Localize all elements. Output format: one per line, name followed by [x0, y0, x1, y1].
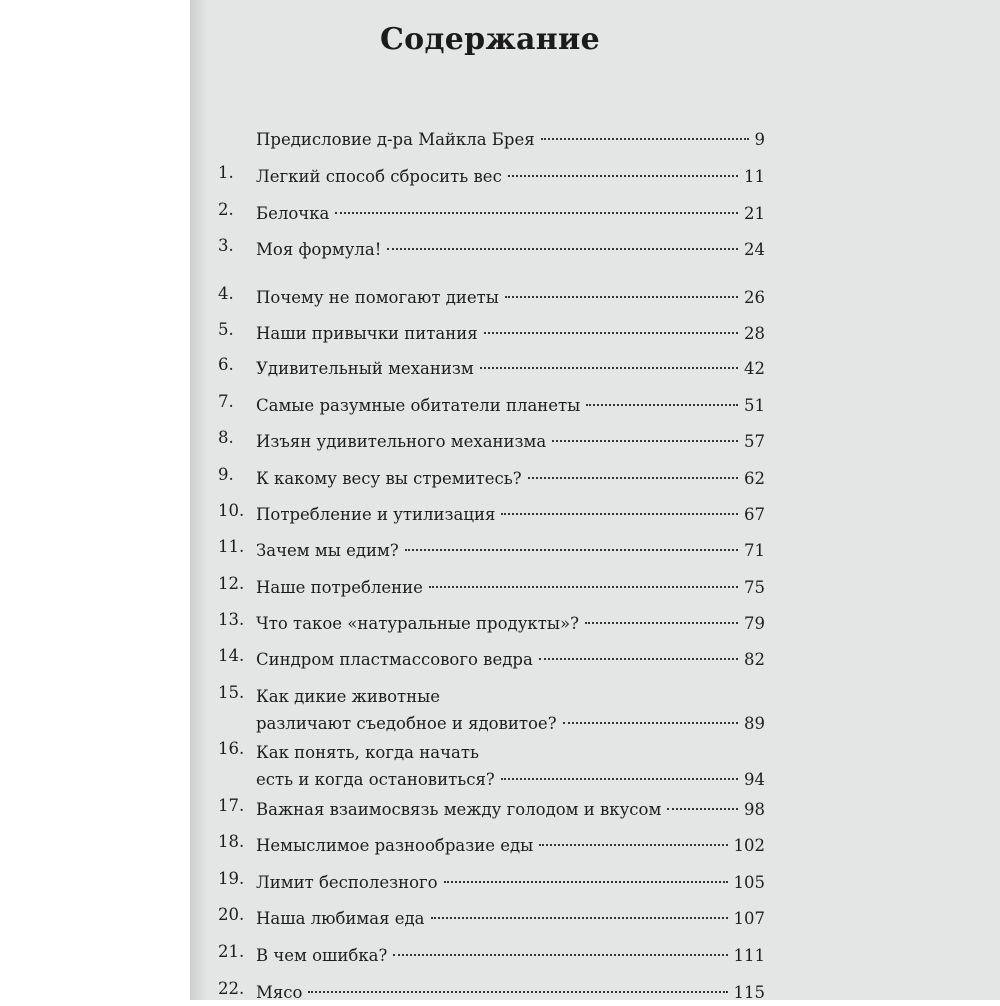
toc-entry-number: 9. — [218, 465, 234, 484]
toc-entry-number: 6. — [218, 355, 234, 374]
toc-entry-number: 22. — [218, 979, 245, 998]
dot-leader — [405, 549, 738, 551]
toc-entry-title: Легкий способ сбросить вес — [256, 167, 502, 186]
dot-leader — [541, 138, 749, 140]
toc-entry — [218, 465, 765, 492]
toc-entry-title: Важная взаимосвязь между голодом и вкусом — [256, 800, 662, 819]
toc-entry — [218, 683, 765, 737]
toc-entry-title: Удивительный механизм — [256, 359, 474, 378]
toc-entry-number: 3. — [218, 236, 234, 255]
toc-entry — [218, 646, 765, 673]
toc-entry-title: Лимит бесполезного — [256, 873, 438, 892]
toc-entry-number: 15. — [218, 683, 245, 702]
toc-entry-page: 89 — [744, 714, 765, 733]
toc-entry-number: 18. — [218, 832, 245, 851]
toc-entry — [218, 574, 765, 601]
dot-leader — [444, 881, 728, 883]
toc-entry-number: 11. — [218, 537, 245, 556]
toc-entry — [218, 428, 765, 455]
toc-entry-title: Наши привычки питания — [256, 324, 478, 343]
toc-entry-title: Моя формула! — [256, 240, 382, 259]
toc-entry-number: 14. — [218, 646, 245, 665]
toc-entry-page: 26 — [744, 288, 765, 307]
toc-entry — [218, 126, 765, 153]
toc-entry-page: 28 — [744, 324, 765, 343]
toc-entry-title: Что такое «натуральные продукты»? — [256, 614, 579, 633]
toc-entry-number: 2. — [218, 200, 234, 219]
toc-entry-number: 16. — [218, 739, 245, 758]
page-title: Содержание — [380, 22, 600, 57]
toc-entry-page: 111 — [733, 946, 765, 965]
dot-leader — [552, 440, 738, 442]
dot-leader — [667, 808, 738, 810]
dot-leader — [429, 586, 738, 588]
toc-entry-page: 62 — [744, 469, 765, 488]
toc-entry — [218, 355, 765, 382]
toc-entry-title: Изъян удивительного механизма — [256, 432, 547, 451]
dot-leader — [484, 332, 738, 334]
toc-entry — [218, 942, 765, 969]
toc-entry-page: 107 — [733, 909, 765, 928]
dot-leader — [387, 248, 738, 250]
toc-entry — [218, 905, 765, 932]
toc-entry-page: 79 — [744, 614, 765, 633]
toc-entry-title-continued: есть и когда остановиться? — [256, 770, 495, 789]
dot-leader — [505, 296, 738, 298]
toc-entry-number: 20. — [218, 905, 245, 924]
toc-entry — [218, 163, 765, 190]
toc-entry-page: 82 — [744, 650, 765, 669]
toc-entry-number: 17. — [218, 796, 245, 815]
toc-entry — [218, 236, 765, 263]
dot-leader — [431, 917, 728, 919]
dot-leader — [586, 404, 738, 406]
toc-entry-title-continued: различают съедобное и ядовитое? — [256, 714, 557, 733]
dot-leader — [501, 778, 738, 780]
dot-leader — [563, 722, 738, 724]
toc-entry-page: 11 — [744, 167, 765, 186]
toc-entry-title: Мясо — [256, 983, 303, 1002]
toc-entry — [218, 610, 765, 637]
toc-entry-page: 24 — [744, 240, 765, 259]
toc-entry-page: 105 — [733, 873, 765, 892]
toc-entry-page: 75 — [744, 578, 765, 597]
dot-leader — [335, 212, 738, 214]
toc-entry-title: Как дикие животные — [256, 687, 441, 706]
toc-entry-title: Предисловие д-ра Майкла Брея — [256, 130, 535, 149]
toc-entry-number: 13. — [218, 610, 245, 629]
toc-entry — [218, 392, 765, 419]
dot-leader — [501, 513, 738, 515]
dot-leader — [585, 622, 738, 624]
toc-entry — [218, 979, 765, 1006]
dot-leader — [539, 844, 727, 846]
toc-entry-page: 51 — [744, 396, 765, 415]
toc-entry-number: 19. — [218, 869, 245, 888]
dot-leader — [480, 367, 738, 369]
spine-shadow — [190, 0, 208, 1000]
toc-entry-title: Белочка — [256, 204, 330, 223]
toc-entry-title: Синдром пластмассового ведра — [256, 650, 533, 669]
toc-entry-page: 71 — [744, 541, 765, 560]
toc-entry-page: 9 — [754, 130, 765, 149]
toc-entry-title: Наша любимая еда — [256, 909, 425, 928]
toc-entry-page: 67 — [744, 505, 765, 524]
toc-entry-page: 98 — [744, 800, 765, 819]
toc-entry-number: 12. — [218, 574, 245, 593]
toc-entry — [218, 832, 765, 859]
toc-entry-title: Самые разумные обитатели планеты — [256, 396, 581, 415]
toc-entry — [218, 537, 765, 564]
toc-entry-title: Почему не помогают диеты — [256, 288, 499, 307]
dot-leader — [393, 954, 727, 956]
toc-entry-page: 94 — [744, 770, 765, 789]
toc-entry-title: К какому весу вы стремитесь? — [256, 469, 522, 488]
toc-entry-title: Наше потребление — [256, 578, 423, 597]
dot-leader — [539, 658, 738, 660]
toc-entry-number: 8. — [218, 428, 234, 447]
toc-entry-title: В чем ошибка? — [256, 946, 388, 965]
toc-entry-title: Немыслимое разнообразие еды — [256, 836, 534, 855]
dot-leader — [508, 175, 738, 177]
toc-entry-number: 4. — [218, 284, 234, 303]
toc-entry-page: 102 — [733, 836, 765, 855]
toc-entry — [218, 284, 765, 311]
toc-entry — [218, 739, 765, 793]
toc-entry-title: Как понять, когда начать — [256, 743, 479, 762]
toc-entry-number: 21. — [218, 942, 245, 961]
toc-entry-number: 10. — [218, 501, 245, 520]
toc-entry-page: 115 — [733, 983, 765, 1002]
toc-entry-page: 57 — [744, 432, 765, 451]
toc-entry-title: Зачем мы едим? — [256, 541, 399, 560]
toc-entry — [218, 501, 765, 528]
toc-entry-page: 21 — [744, 204, 765, 223]
toc-entry — [218, 796, 765, 823]
toc-entry — [218, 869, 765, 896]
toc-entry-number: 5. — [218, 320, 234, 339]
toc-entry-number: 7. — [218, 392, 234, 411]
dot-leader — [308, 991, 727, 993]
toc-entry — [218, 200, 765, 227]
toc-entry-title: Потребление и утилизация — [256, 505, 496, 524]
toc-entry-page: 42 — [744, 359, 765, 378]
toc-entry-number: 1. — [218, 163, 234, 182]
dot-leader — [528, 477, 738, 479]
toc-entry — [218, 320, 765, 347]
